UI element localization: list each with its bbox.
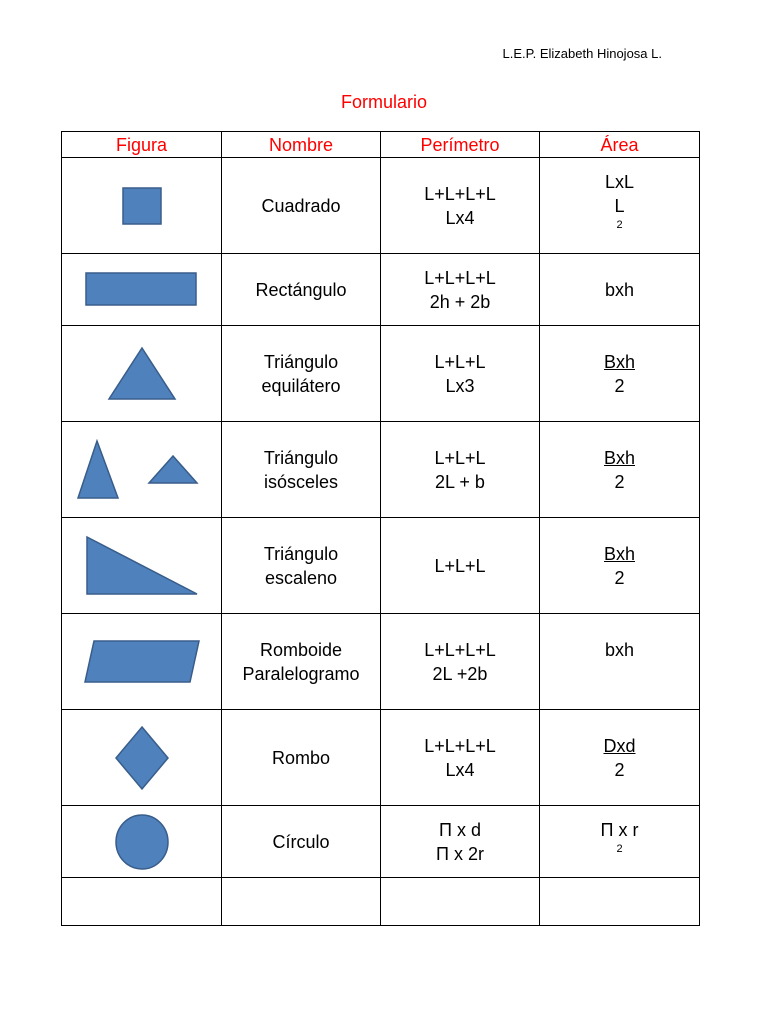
header-nombre: Nombre — [222, 132, 381, 158]
author-line: L.E.P. Elizabeth Hinojosa L. — [502, 46, 662, 61]
square-shape — [122, 187, 162, 225]
header-row — [62, 132, 700, 158]
perimeter-cell: L+L+L Lx3 — [381, 326, 540, 422]
name-cell: Rombo — [222, 710, 381, 806]
empty-cell — [381, 878, 540, 926]
name-cell: Triángulo equilátero — [222, 326, 381, 422]
area-fraction: $\frac{\text{Dxd}}{2}$ — [603, 735, 636, 780]
header-perimetro: Perímetro — [381, 132, 540, 158]
area-fraction: $\frac{\text{Bxh}}{2}$ — [603, 351, 636, 396]
rhombus-shape — [114, 725, 170, 791]
area-cell: bxh — [540, 614, 700, 710]
table-row-empty — [62, 878, 700, 926]
name-cell: Romboide Paralelogramo — [222, 614, 381, 710]
table-row — [62, 254, 700, 326]
area-cell: bxh — [540, 254, 700, 326]
empty-cell — [540, 878, 700, 926]
equilateral-triangle-shape — [107, 346, 177, 402]
area-fraction: $\frac{\text{Bxh}}{2}$ — [603, 447, 636, 492]
parallelogram-shape — [83, 639, 201, 685]
table-row — [62, 326, 700, 422]
shape-cell — [62, 614, 222, 710]
area-cell: LxL L $^2$ — [540, 158, 700, 254]
shape-cell — [62, 326, 222, 422]
perimeter-cell: L+L+L+L Lx4 — [381, 710, 540, 806]
scalene-triangle-shape — [85, 535, 199, 597]
table-row — [62, 422, 700, 518]
name-cell: Círculo — [222, 806, 381, 878]
area-cell — [540, 422, 700, 518]
empty-cell — [222, 878, 381, 926]
table-row — [62, 806, 700, 878]
shape-cell — [62, 806, 222, 878]
shape-cell — [62, 422, 222, 518]
name-cell: Triángulo escaleno — [222, 518, 381, 614]
perimeter-cell: Π x d Π x 2r — [381, 806, 540, 878]
formula-table — [61, 131, 700, 926]
perimeter-cell: L+L+L+L 2L +2b — [381, 614, 540, 710]
rectangle-shape — [85, 272, 199, 308]
empty-cell — [62, 878, 222, 926]
area-cell — [540, 710, 700, 806]
shape-cell — [62, 518, 222, 614]
area-fraction: $\frac{\text{Bxh}}{2}$ — [603, 543, 636, 588]
area-cell — [540, 518, 700, 614]
header-area: Área — [540, 132, 700, 158]
page-title: Formulario — [340, 92, 428, 112]
shape-cell — [62, 254, 222, 326]
area-cell: Π x r $^2$ — [540, 806, 700, 878]
area-cell — [540, 326, 700, 422]
table-row — [62, 710, 700, 806]
table-row — [62, 614, 700, 710]
name-cell: Triángulo isósceles — [222, 422, 381, 518]
perimeter-cell: L+L+L — [381, 518, 540, 614]
table-row — [62, 518, 700, 614]
perimeter-cell: L+L+L+L 2h + 2b — [381, 254, 540, 326]
perimeter-cell: L+L+L 2L + b — [381, 422, 540, 518]
circle-shape — [114, 813, 170, 871]
isosceles-triangles-shape — [77, 439, 207, 501]
name-cell: Rectángulo — [222, 254, 381, 326]
header-figura: Figura — [62, 132, 222, 158]
shape-cell — [62, 158, 222, 254]
perimeter-cell: L+L+L+L Lx4 — [381, 158, 540, 254]
table-row — [62, 158, 700, 254]
shape-cell — [62, 710, 222, 806]
name-cell: Cuadrado — [222, 158, 381, 254]
